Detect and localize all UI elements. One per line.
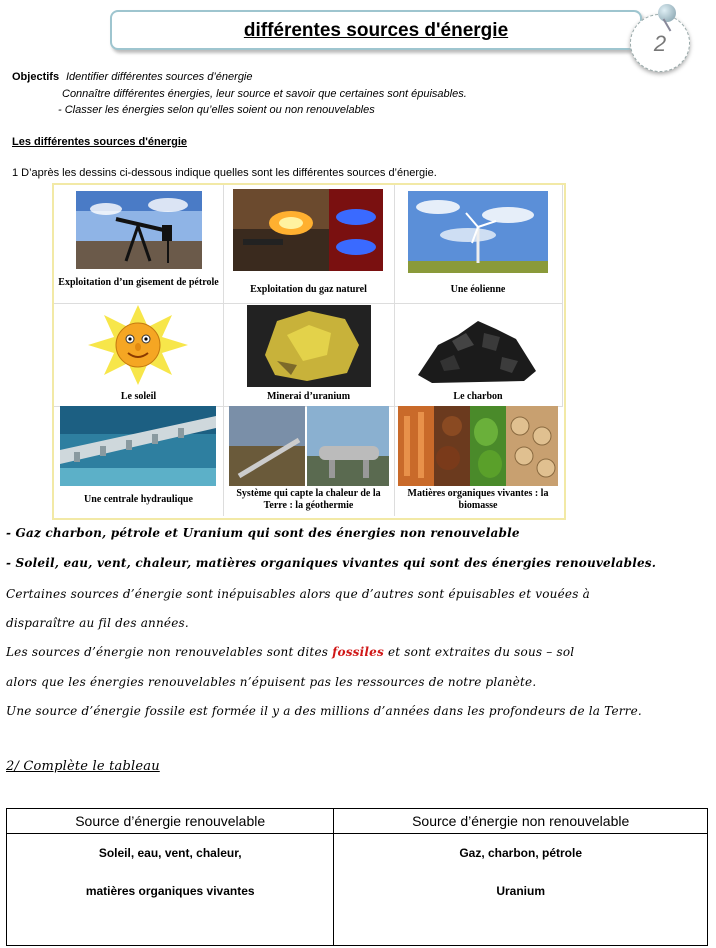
- objective-3: - Classer les énergies selon qu’elles soient ou non renouvelables: [58, 104, 375, 116]
- caption-hydro: Une centrale hydraulique: [84, 494, 193, 505]
- caption-biomass: Matières organiques vivantes : la biomasse: [407, 488, 549, 511]
- answer-line-6: alors que les énergies renouvelables n’épuisent pas les ressources de notre planète.: [6, 675, 537, 689]
- sun-image: [88, 305, 188, 385]
- caption-coal: Le charbon: [453, 391, 503, 402]
- grid-cell-coal: [394, 303, 563, 407]
- hydro-dam-image: [60, 406, 216, 486]
- answer-line-4: disparaître au fil des années.: [6, 616, 189, 630]
- answer-line-5-start: Les sources d’énergie non renouvelables sont dites: [6, 645, 329, 659]
- grid-cell-hydro: [54, 406, 224, 516]
- objectives-label: Objectifs: [12, 71, 60, 83]
- biomass-image: [398, 406, 558, 486]
- title-box: [110, 10, 642, 50]
- section1-heading: Les différentes sources d'énergie: [12, 136, 188, 148]
- section2-heading: 2/ Complète le tableau: [6, 759, 160, 774]
- pushpin-icon: [658, 4, 676, 22]
- uranium-ore-image: [247, 305, 371, 387]
- answer-line-7: Une source d’énergie fossile est formée il y a des millions d’années dans les profondeurs de la Terre.: [6, 704, 642, 718]
- grid-cell-wind: [394, 185, 563, 304]
- grid-cell-uranium: [223, 303, 395, 407]
- answer-line-2: - Soleil, eau, vent, chaleur, matières organiques vivantes qui sont des énergies renouvelables.: [6, 556, 657, 570]
- nonrenewable-line-1: Gaz, charbon, pétrole: [459, 846, 583, 860]
- grid-cell-geothermal: [223, 406, 395, 516]
- nonrenewable-line-2: Uranium: [496, 884, 546, 898]
- wind-turbine-image: [408, 191, 548, 273]
- answer-line-5-end: et sont extraites du sous – sol: [387, 645, 575, 659]
- grid-cell-gas: [223, 185, 395, 304]
- caption-sun: Le soleil: [120, 391, 157, 402]
- answer-line-1: - Gaz charbon, pétrole et Uranium qui sont des énergies non renouvelable: [6, 526, 520, 540]
- renewable-line-2: matières organiques vivantes: [85, 884, 255, 898]
- keyword-fossiles: fossiles: [332, 645, 384, 659]
- caption-geothermal: Système qui capte la chaleur de la Terre : la géothermie: [236, 488, 381, 511]
- renewable-line-1: Soleil, eau, vent, chaleur,: [98, 846, 242, 860]
- grid-cell-biomass: [394, 406, 562, 516]
- caption-gas: Exploitation du gaz naturel: [250, 284, 367, 295]
- oil-pump-image: [76, 191, 202, 269]
- section1-question: 1 D’après les dessins ci-dessous indique quelles sont les différentes sources d’énergie.: [12, 167, 437, 179]
- answer-line-3: Certaines sources d’énergie sont inépuisables alors que d’autres sont épuisables et vouées à: [6, 587, 590, 601]
- grid-cell-sun: [54, 303, 224, 407]
- caption-wind: Une éolienne: [450, 284, 506, 295]
- page-number: 2: [653, 31, 667, 56]
- col-renewable-header: Source d’énergie renouvelable: [7, 809, 334, 834]
- nonrenewable-cell: [334, 834, 708, 946]
- energy-image-grid: [52, 183, 566, 520]
- renewable-cell: [7, 834, 334, 946]
- coal-image: [412, 311, 542, 385]
- natural-gas-image: [233, 189, 383, 271]
- caption-petrol: Exploitation d’un gisement de pétrole: [58, 277, 219, 288]
- col-nonrenewable-header: Source d’énergie non renouvelable: [334, 809, 708, 834]
- answer-line-5: [6, 645, 574, 659]
- grid-cell-petrol: [54, 185, 224, 304]
- caption-uranium: Minerai d’uranium: [266, 391, 351, 402]
- energy-classification-table: [6, 808, 708, 946]
- page-title: différentes sources d'énergie: [243, 20, 509, 41]
- page-number-badge: [630, 14, 690, 72]
- geothermal-image: [229, 406, 389, 486]
- objective-2: Connaître différentes énergies, leur source et savoir que certaines sont épuisables.: [62, 88, 467, 100]
- objective-1: Identifier différentes sources d’énergie: [66, 71, 253, 83]
